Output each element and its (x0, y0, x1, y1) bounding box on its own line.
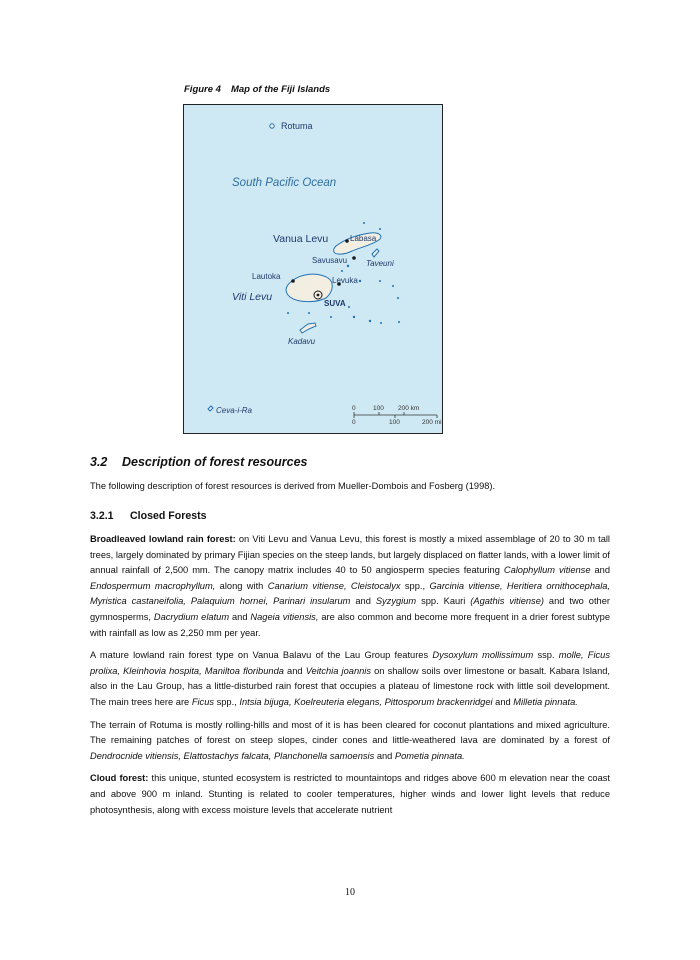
rotuma-island (270, 124, 274, 128)
islet (369, 320, 371, 322)
figure-caption (184, 84, 330, 95)
text-run: and two other gymnosperms, (90, 596, 610, 622)
islet (330, 316, 332, 318)
islet (397, 297, 399, 299)
islet (308, 312, 310, 314)
species-name: Ficus (191, 696, 215, 707)
species-name: (Agathis vitiense) (470, 596, 544, 607)
section-title: Description of forest resources (122, 455, 308, 469)
text-run: The terrain of Rotuma is mostly rolling-hills and most of it is has been cleared for coconut plantations and mixed agriculture. The remaining patches of forest on steep slopes, cinder cones and little-weathered lava are dominated by a forest of (90, 719, 610, 746)
paragraph-cloud-forest (90, 771, 610, 818)
scale-km-200: 200 km (398, 405, 420, 412)
ocean-label: South Pacific Ocean (232, 177, 337, 189)
scale-mi-100: 100 (389, 419, 400, 426)
scale-mi-200: 200 mi (422, 419, 442, 426)
text-run: and (492, 696, 514, 707)
scale-mi-0: 0 (352, 419, 356, 426)
species-name: Milletia pinnata. (513, 696, 578, 707)
sea (184, 105, 442, 433)
map-canvas (184, 105, 442, 433)
islet (359, 280, 361, 282)
species-name: Pometia pinnata. (394, 750, 465, 761)
text-run: are also common and become more frequent in a drier forest subtype with rainfall as low as 2,250 mm per year. (90, 611, 610, 638)
text-run: and (350, 596, 376, 607)
text-run: and (374, 750, 395, 761)
subsection-title: Closed Forests (130, 510, 207, 522)
text-run: and (590, 565, 610, 576)
subsection-number: 3.2.1 (90, 510, 114, 522)
text-run: this unique, stunted ecosystem is restricted to mountaintops and ridges above 600 m elevation near the coast and above 900 m inland. Stunting is related to cooler temperatures, higher winds and lower light levels that reduce photosynthesis, along with excess moisture levels that accelerate nutrient (90, 773, 610, 815)
section-number: 3.2 (90, 455, 108, 469)
islet (341, 270, 343, 272)
section-heading (90, 455, 307, 469)
species-name: Calophyllum vitiense (503, 565, 591, 576)
suva-label: SUVA (324, 299, 346, 308)
lautoka-marker (291, 279, 295, 283)
levuka-label: Levuka (332, 276, 358, 285)
text-run: spp. Kauri (416, 596, 471, 607)
species-name: Dendrocnide vitiensis, Elattostachys falcata, Planchonella samoensis (90, 750, 375, 761)
islet (347, 265, 349, 267)
section-intro: The following description of forest resources is derived from Mueller-Dombois and Fosberg (1998). (90, 481, 496, 491)
islet (380, 322, 382, 324)
species-name: Dacrydium elatum (153, 611, 230, 622)
fiji-map (183, 104, 443, 434)
kadavu-label: Kadavu (288, 337, 316, 346)
paragraph-rotuma (90, 718, 610, 765)
text-run: on Viti Levu and Vanua Levu, this forest is mostly a mixed assemblage of 20 to 30 m tall trees, largely dominated by primary Fijian species on the steep lands, but largely displaced on flatter lands, with a lower limit of annual rainfall of 2,500 mm. The canopy matrix includes 40 to 50 angiosperm species featuring (90, 534, 611, 576)
text-run: and (229, 611, 251, 622)
lautoka-label: Lautoka (252, 272, 281, 281)
islet (353, 316, 355, 318)
vanua-levu-label: Vanua Levu (273, 233, 329, 245)
text-run: A mature lowland rain forest type on Vanua Balavu of the Lau Group features (90, 650, 433, 661)
savusavu-label: Savusavu (312, 256, 348, 265)
islet (363, 222, 365, 224)
viti-levu-label: Viti Levu (232, 291, 273, 303)
islet (348, 306, 350, 308)
savusavu-marker (352, 256, 356, 260)
paragraph-lead: Broadleaved lowland rain forest: (90, 534, 236, 544)
labasa-label: Labasa (350, 234, 377, 243)
subsection-heading (90, 510, 207, 522)
species-name: Dysoxylum mollissimum (432, 650, 534, 661)
text-run: ssp. (533, 650, 559, 661)
text-run: along with (215, 580, 268, 591)
islet (398, 321, 400, 323)
islet (379, 280, 381, 282)
text-run: on shallow soils over limestone or basalt. Kabara Island, also in the Lau Group, has a little-disturbed rain forest that occupies a plateau of limestone rock with little soil development. The main trees here are (90, 665, 610, 707)
species-name: Canarium vitiense, Cleistocalyx (267, 580, 401, 591)
species-name: molle, Ficus prolixa, Kleinhovia hospita, Maniltoa floribunda (90, 650, 610, 676)
page-number: 10 (345, 887, 355, 898)
figure-number: Figure 4 (184, 84, 221, 95)
species-name: Syzygium (375, 596, 417, 607)
text-run: spp., (400, 580, 430, 591)
species-name: Garcinia vitiense, Heritiera ornithocephala, Myristica castaneifolia, Palaquium hornei, Parinari insularum (90, 580, 611, 607)
islet (392, 285, 394, 287)
islet (379, 228, 381, 230)
rotuma-label: Rotuma (281, 121, 313, 131)
taveuni-label: Taveuni (366, 259, 394, 268)
islet (287, 312, 289, 314)
ceva-i-ra-label: Ceva-i-Ra (216, 406, 253, 415)
paragraph-vanua-balavu (90, 648, 610, 710)
species-name: Nageia vitiensis, (250, 611, 319, 622)
paragraph-lead: Cloud forest: (90, 773, 149, 784)
species-name: Veitchia joannis (305, 665, 372, 676)
species-name: Endospermum macrophyllum, (90, 580, 216, 591)
figure-title: Map of the Fiji Islands (230, 84, 331, 95)
scale-km-0: 0 (352, 405, 356, 412)
text-run: spp., (214, 696, 240, 707)
labasa-marker (345, 239, 349, 243)
paragraph-lowland-rain-forest (90, 532, 610, 641)
body-text (90, 532, 610, 825)
scale-km-100: 100 (373, 405, 384, 412)
text-run: and (283, 665, 306, 676)
species-name: Intsia bijuga, Koelreuteria elegans, Pittosporum brackenridgei (239, 696, 493, 707)
